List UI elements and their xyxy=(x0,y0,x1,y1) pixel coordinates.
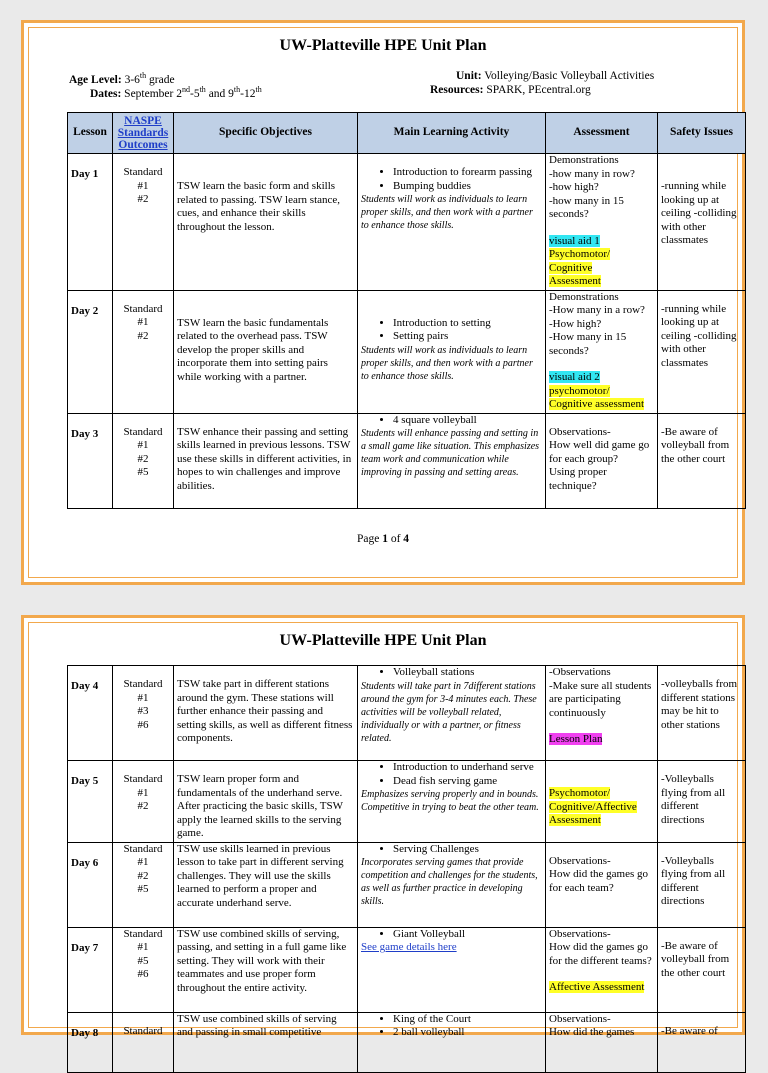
assessment: Observations- How did the games go for each team? xyxy=(546,842,658,927)
objective: TSW take part in different stations around the gym. These stations will further enhance their passing and setting skills, as well as different fitness components. xyxy=(174,666,358,761)
standards: Standard xyxy=(113,1012,174,1072)
standards: Standard #1 #2 #5 xyxy=(113,413,174,508)
document-page-1 xyxy=(21,20,745,585)
table-row xyxy=(68,666,746,761)
objective: TSW use combined skills of serving, passing, and setting in a full game like setting. They will work with their teammates and use proper form throughout the entire activity. xyxy=(174,927,358,1012)
standards: Standard #1 #2 xyxy=(113,154,174,291)
lesson-plan-highlight: Lesson Plan xyxy=(549,733,603,745)
safety: -volleyballs from different stations may be hit to other stations xyxy=(658,666,746,761)
assessment: Observations- How did the games xyxy=(546,1012,658,1072)
activity: • Volleyball stations Students will take part in 7different stations around the gym for 3-4 minutes each. These activities will be volleyball related, individually or with a partner, or fitness related. xyxy=(358,666,546,761)
safety: -Be aware of volleyball from the other court xyxy=(658,927,746,1012)
lesson-day: Day 8 xyxy=(68,1012,113,1072)
unit: Unit: Volleying/Basic Volleyball Activities xyxy=(456,70,655,82)
standards: Standard #1 #5 #6 xyxy=(113,927,174,1012)
header-lesson: Lesson xyxy=(68,113,113,154)
activity: • Giant Volleyball See game details here xyxy=(358,927,546,1012)
objective: TSW learn proper form and fundamentals of the underhand serve. After practicing the basic skills, TSW apply the learned skills to the serving game. xyxy=(174,761,358,843)
table-row xyxy=(68,761,746,843)
table-row xyxy=(68,1012,746,1072)
standards: Standard #1 #2 #5 xyxy=(113,842,174,927)
page-title: UW-Platteville HPE Unit Plan xyxy=(279,632,487,649)
activity: • Introduction to setting • Setting pairs Students will work as individuals to learn proper skills, and then work with a partner to enhance those skills. xyxy=(358,290,546,413)
unit-plan-table xyxy=(67,112,746,509)
standards: Standard #1 #2 xyxy=(113,290,174,413)
lesson-day: Day 2 xyxy=(68,290,113,413)
lesson-day: Day 1 xyxy=(68,154,113,291)
objective: TSW use skills learned in previous lesson to take part in different serving challenges. They will use the skills learned to perform a proper and accurate underhand serve. xyxy=(174,842,358,927)
assessment: Demonstrations -how many in row? -how high? -how many in 15 seconds? visual aid 1 Psychomotor/ Cognitive Assessment xyxy=(546,154,658,291)
header-objectives: Specific Objectives xyxy=(174,113,358,154)
game-details-link[interactable]: See game details here xyxy=(361,941,457,953)
safety: -running while looking up at ceiling -colliding with other classmates xyxy=(658,154,746,291)
table-row xyxy=(68,413,746,508)
page-number: Page 1 of 4 xyxy=(356,533,410,545)
lesson-day: Day 4 xyxy=(68,666,113,761)
activity: • King of the Court • 2 ball volleyball xyxy=(358,1012,546,1072)
header-activity: Main Learning Activity xyxy=(358,113,546,154)
assessment: Observations- How did the games go for the different teams? Affective Assessment xyxy=(546,927,658,1012)
objective: TSW learn the basic fundamentals related to the overhead pass. TSW develop the proper skills and incorporate them into setting pairs while working with a partner. xyxy=(174,290,358,413)
assessment: Demonstrations -How many in a row? -How high? -How many in 15 seconds? visual aid 2 psychomotor/ Cognitive assessment xyxy=(546,290,658,413)
standards: Standard #1 #2 xyxy=(113,761,174,843)
assessment: -Observations -Make sure all students are participating continuously Lesson Plan xyxy=(546,666,658,761)
objective: TSW learn the basic form and skills related to passing. TSW learn stance, cues, and enhance their skills throughout the lesson. xyxy=(174,154,358,291)
lesson-day: Day 3 xyxy=(68,413,113,508)
safety: -running while looking up at ceiling -colliding with other classmates xyxy=(658,290,746,413)
activity: • Introduction to underhand serve • Dead fish serving game Emphasizes serving properly and in bounds. Competitive in trying to beat the other team. xyxy=(358,761,546,843)
table-header-row xyxy=(68,113,746,154)
table-row xyxy=(68,842,746,927)
affective-assessment-highlight: Affective Assessment xyxy=(549,981,645,993)
header-assessment: Assessment xyxy=(546,113,658,154)
safety: -Volleyballs flying from all different directions xyxy=(658,761,746,843)
table-row xyxy=(68,154,746,291)
header-naspe[interactable]: NASPE Standards Outcomes xyxy=(113,113,174,154)
objective: TSW use combined skills of serving and passing in small competitive xyxy=(174,1012,358,1072)
objective: TSW enhance their passing and setting skills learned in previous lessons. TSW use these skills in different activities, in hopes to win challenges and improve abilities. xyxy=(174,413,358,508)
activity: • Serving Challenges Incorporates serving games that provide competition and challenges for the students, as well as further practice in developing skills. xyxy=(358,842,546,927)
age-level: Age Level: 3-6th grade xyxy=(69,71,175,86)
unit-plan-table-continued xyxy=(67,665,746,1073)
assessment: Observations- How well did game go for each group? Using proper technique? xyxy=(546,413,658,508)
safety: -Be aware of volleyball from the other court xyxy=(658,413,746,508)
standards: Standard #1 #3 #6 xyxy=(113,666,174,761)
document-page-2 xyxy=(21,615,745,1039)
activity: • Introduction to forearm passing • Bumping buddies Students will work as individuals to learn proper skills, and then work with a partner to enhance those skills. xyxy=(358,154,546,291)
safety: -Be aware of xyxy=(658,1012,746,1072)
table-row xyxy=(68,927,746,1012)
visual-aid-2-highlight: visual aid 2 xyxy=(549,371,600,383)
dates: Dates: September 2nd-5th and 9th-12th xyxy=(90,85,262,100)
activity: • 4 square volleyball Students will enhance passing and setting in a small game like situation. This emphasizes team work and communication while improving in passing and setting areas. xyxy=(358,413,546,508)
page-title: UW-Platteville HPE Unit Plan xyxy=(279,37,487,54)
lesson-day: Day 6 xyxy=(68,842,113,927)
resources: Resources: SPARK, PEcentral.org xyxy=(430,84,591,96)
table-row xyxy=(68,290,746,413)
assessment: Psychomotor/ Cognitive/Affective Assessment xyxy=(546,761,658,843)
lesson-day: Day 5 xyxy=(68,761,113,843)
visual-aid-1-highlight: visual aid 1 xyxy=(549,234,600,247)
lesson-day: Day 7 xyxy=(68,927,113,1012)
safety: -Volleyballs flying from all different directions xyxy=(658,842,746,927)
header-safety: Safety Issues xyxy=(658,113,746,154)
